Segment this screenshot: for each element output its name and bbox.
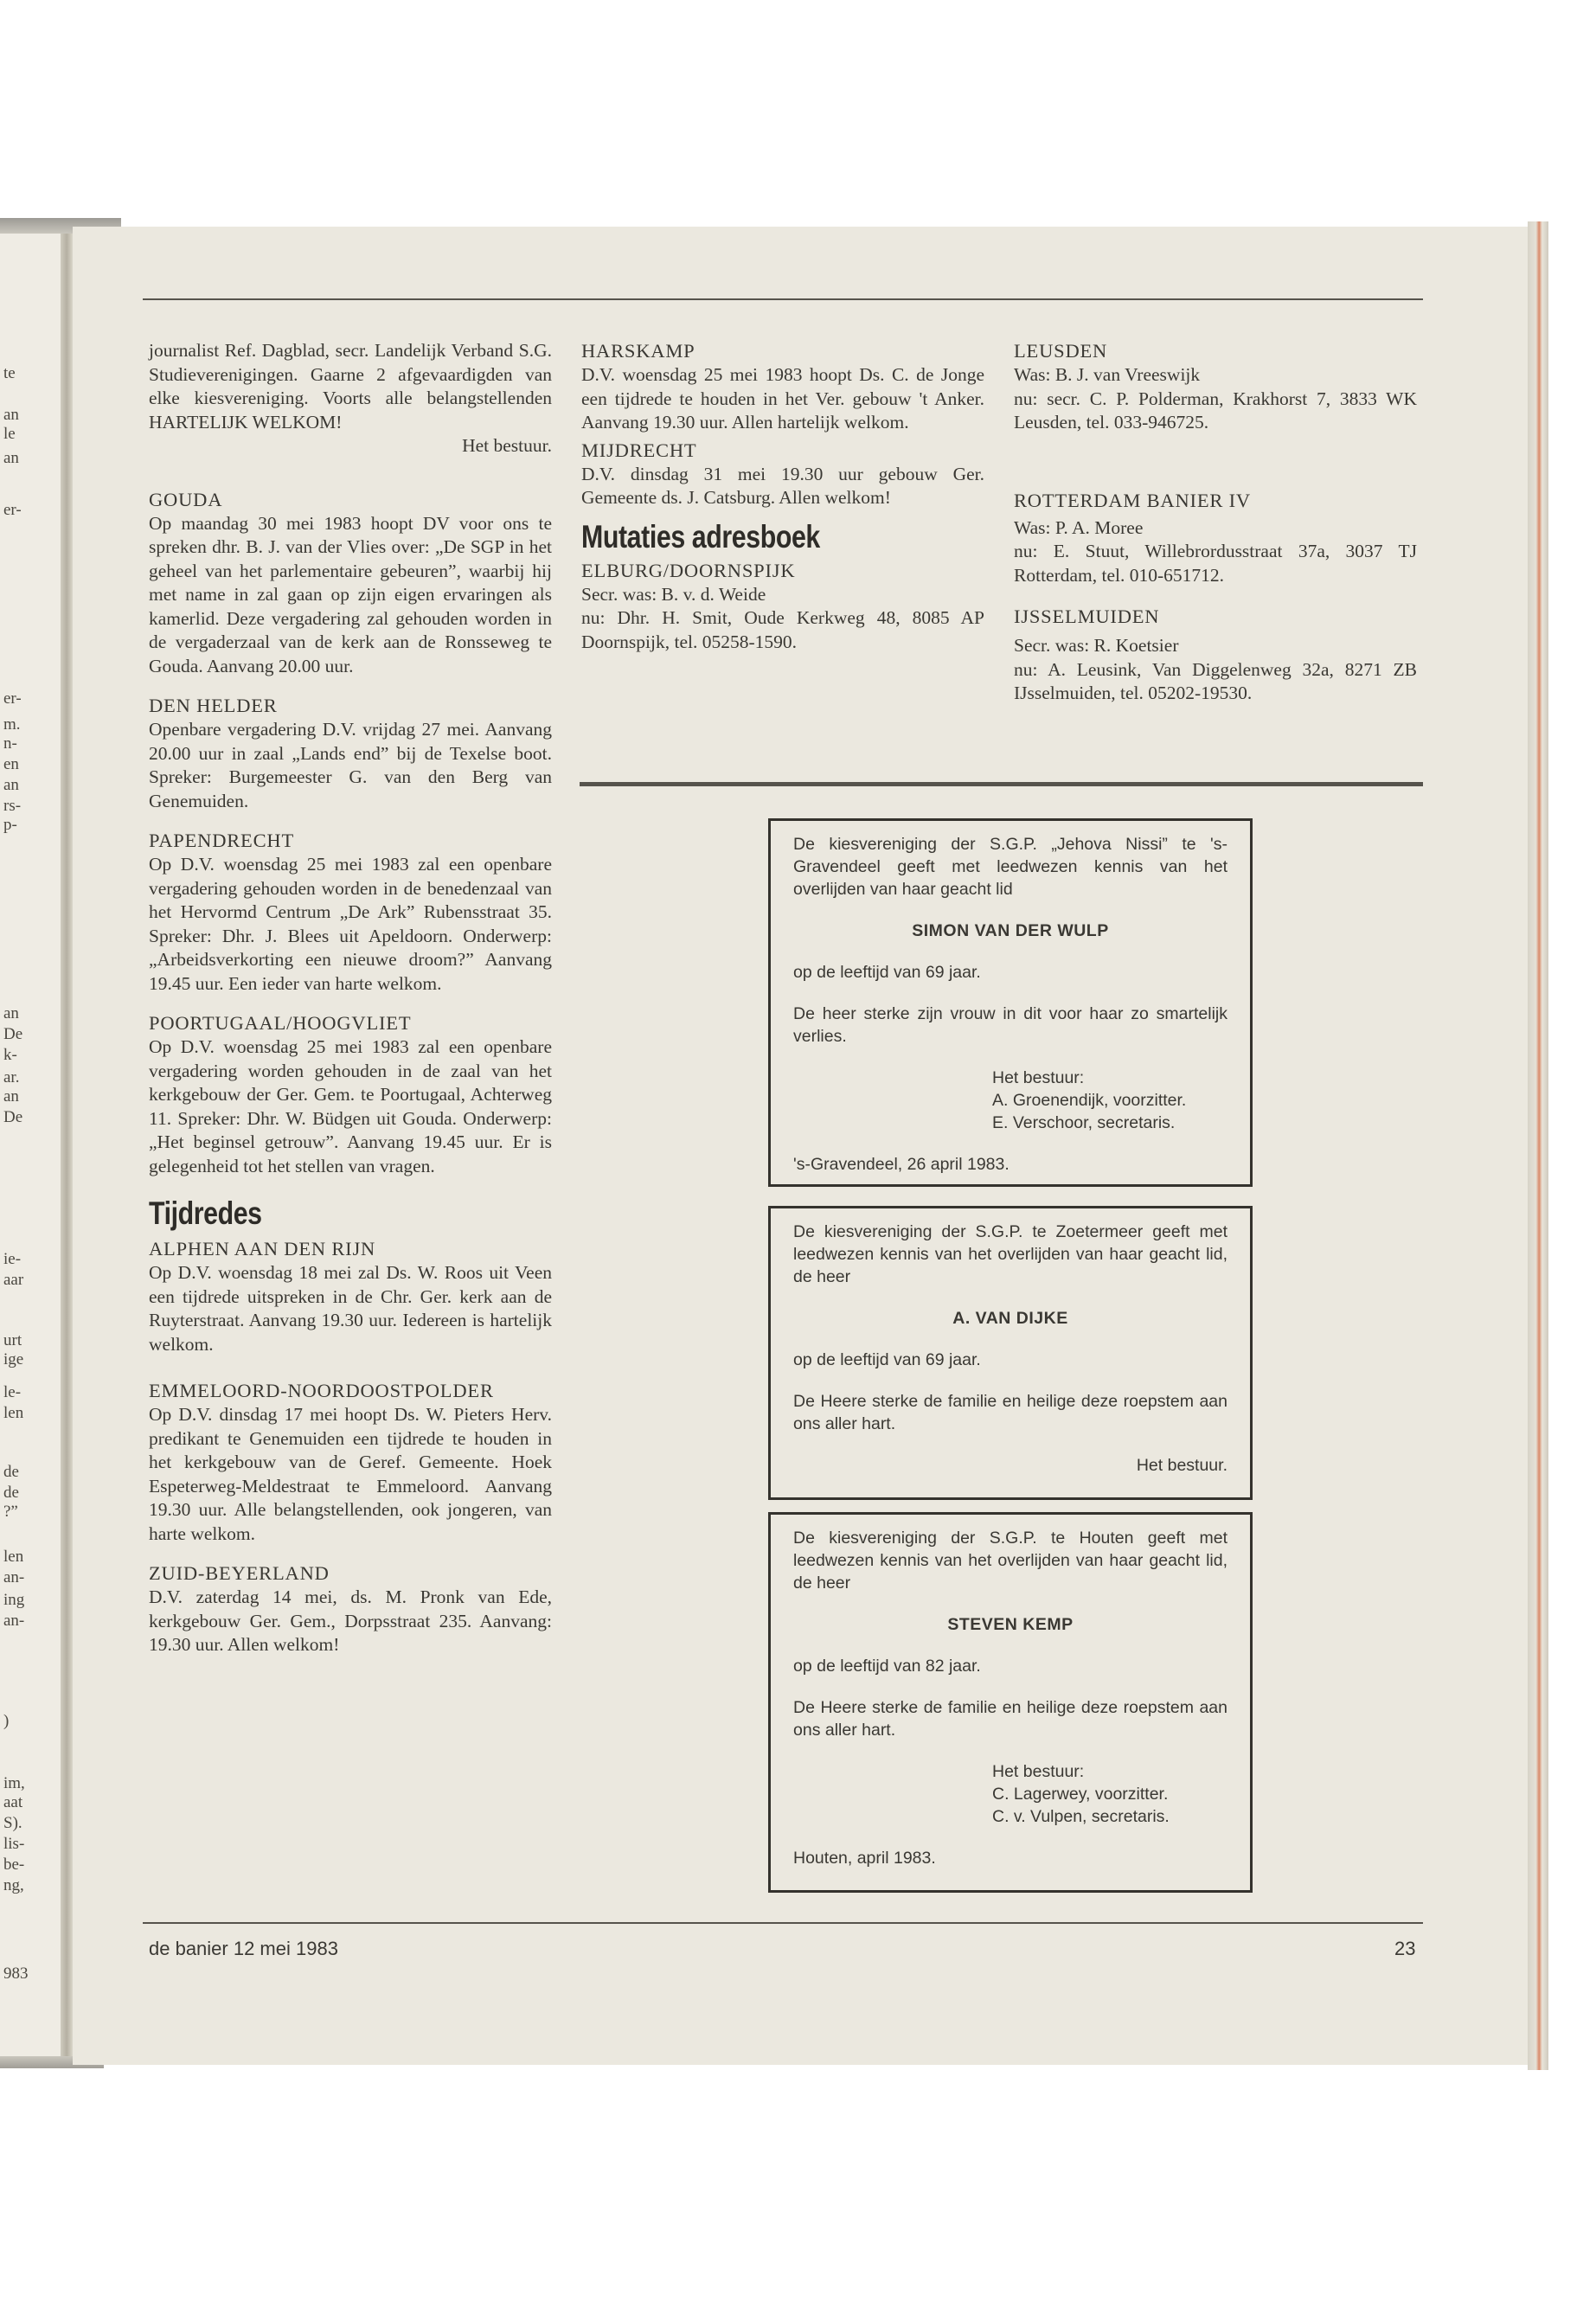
ijsselmuiden-line2: nu: A. Leusink, Van Diggelenweg 32a, 8271 ZB IJsselmuiden, tel. 05202-19530.: [1014, 658, 1417, 703]
alphen-heading: ALPHEN AAN DEN RIJN: [149, 1238, 376, 1259]
previous-page-text-fragment: ?”: [3, 1503, 18, 1521]
previous-page-text-fragment: ): [3, 1712, 10, 1730]
gouda-text: Op maandag 30 mei 1983 hoopt DV voor ons te spreken dhr. B. J. van der Vlies over: „De SGP in het geheel van het parlementaire gebeuren”, waarbij hij met name in zal gaan op zijn eigen ervaringen als kamerlid. Deze vergadering zal gehouden worden in de vergaderzaal van de kerk aan de Ronsseweg te Gouda. Aanvang 20.00 uur.: [149, 512, 552, 676]
notice-1-board: [793, 1067, 1227, 1134]
papendrecht-heading: PAPENDRECHT: [149, 830, 295, 851]
notice-1-board-line: E. Verschoor, secretaris.: [992, 1113, 1176, 1132]
den-helder-text: Openbare vergadering D.V. vrijdag 27 mei. Aanvang 20.00 uur in zaal „Lands end” bij de Texelse boot. Spreker: Burgemeester G. van den Berg van Genemuiden.: [149, 719, 552, 811]
rotterdam-heading: ROTTERDAM BANIER IV: [1014, 489, 1251, 511]
previous-page-text-fragment: de: [3, 1484, 19, 1502]
previous-page-text-fragment: ige: [3, 1350, 24, 1368]
notice-1-intro: De kiesvereniging der S.G.P. „Jehova Nissi” te 's-Gravendeel geeft met leedwezen kennis van het overlijden van haar geacht lid: [793, 835, 1227, 899]
notice-3-board: [793, 1760, 1227, 1828]
previous-page-text-fragment: lis-: [3, 1835, 25, 1853]
previous-page-text-fragment: len: [3, 1548, 24, 1566]
notice-3-place-date: Houten, april 1983.: [793, 1849, 936, 1868]
footer-publication: de banier 12 mei 1983: [149, 1938, 338, 1959]
den-helder-heading: DEN HELDER: [149, 695, 278, 716]
rotterdam-line1: Was: P. A. Moree: [1014, 516, 1144, 538]
elburg-line2: nu: Dhr. H. Smit, Oude Kerkweg 48, 8085 AP Doornspijk, tel. 05258-1590.: [581, 607, 984, 652]
bottom-rule: [143, 1922, 1423, 1924]
previous-page-text-fragment: 983: [3, 1965, 29, 1983]
notice-1-board-line: A. Groenendijk, voorzitter.: [992, 1091, 1187, 1110]
previous-page-text-fragment: en: [3, 755, 19, 773]
previous-page-text-fragment: De: [3, 1108, 23, 1126]
papendrecht-text: Op D.V. woensdag 25 mei 1983 zal een openbare vergadering gehouden worden in de benedenzaal van het Hervormd Centrum „De Ark” Rubensstraat 35. Spreker: Dhr. J. Blees uit Apeldoorn. Onderwerp: „Arbeidsverkorting een nieuwe droom?” Aanvang 19.45 uur. Een ieder van harte welkom.: [149, 854, 552, 994]
harskamp-text: D.V. woensdag 25 mei 1983 hoopt Ds. C. de Jonge een tijdrede te houden in het Ver. gebouw 't Anker. Aanvang 19.30 uur. Allen hartelijk welkom.: [581, 364, 984, 433]
previous-page-text-fragment: im,: [3, 1774, 25, 1792]
ijsselmuiden-heading: IJSSELMUIDEN: [1014, 606, 1160, 627]
elburg-heading: ELBURG/DOORNSPIJK: [581, 559, 796, 581]
notice-3-board-line: C. Lagerwey, voorzitter.: [992, 1785, 1169, 1804]
poortugaal-text: Op D.V. woensdag 25 mei 1983 zal een openbare vergadering worden gehouden in de zaal van het kerkgebouw der Ger. Gem. te Poortugaal, Achterweg 11. Spreker: Dhr. W. Büdgen uit Gouda. Onderwerp: „Het beginsel getrouw”. Aanvang 19.45 uur. Er is gelegenheid tot het stellen van vragen.: [149, 1036, 552, 1176]
notice-3-board-line: C. v. Vulpen, secretaris.: [992, 1807, 1170, 1826]
rotterdam-line2: nu: E. Stuut, Willebrordusstraat 37a, 3037 TJ Rotterdam, tel. 010-651712.: [1014, 541, 1417, 586]
gouda-heading: GOUDA: [149, 488, 223, 510]
mijdrecht-text: D.V. dinsdag 31 mei 19.30 uur gebouw Ger. Gemeente ds. J. Catsburg. Allen welkom!: [581, 463, 984, 508]
emmeloord-heading: EMMELOORD-NOORDOOSTPOLDER: [149, 1380, 494, 1401]
ijsselmuiden-line1: Secr. was: R. Koetsier: [1014, 635, 1179, 656]
notice-1-board-line: Het bestuur:: [992, 1068, 1085, 1087]
death-notice-2: [768, 1206, 1253, 1500]
zuid-beyerland-text: D.V. zaterdag 14 mei, ds. M. Pronk van Ede, kerkgebouw Ger. Gem., Dorpsstraat 235. Aanvang: 19.30 uur. Allen welkom!: [149, 1586, 552, 1655]
previous-page-text-fragment: de: [3, 1463, 19, 1481]
previous-page-text-fragment: le-: [3, 1383, 22, 1401]
elburg-line1: Secr. was: B. v. d. Weide: [581, 583, 766, 605]
previous-page-text-fragment: p-: [3, 816, 17, 834]
mijdrecht-heading: MIJDRECHT: [581, 439, 697, 461]
previous-page-text-fragment: aar: [3, 1271, 24, 1289]
previous-page-text-fragment: er-: [3, 689, 22, 708]
poortugaal-heading: POORTUGAAL/HOOGVLIET: [149, 1012, 412, 1034]
alphen-text: Op D.V. woensdag 18 mei zal Ds. W. Roos uit Veen een tijdrede uitspreken in de Chr. Ger. kerk aan de Ruyterstraat. Aanvang 19.30 uur. Iedereen is hartelijk welkom.: [149, 1262, 552, 1355]
death-notice-3: [768, 1512, 1253, 1893]
previous-page-text-fragment: te: [3, 364, 16, 382]
leusden-line2: nu: secr. C. P. Polderman, Krakhorst 7, 3833 WK Leusden, tel. 033-946725.: [1014, 388, 1417, 433]
mutaties-title: Mutaties adresboek: [581, 518, 820, 554]
top-rule: [143, 298, 1423, 300]
notice-1-place-date: 's-Gravendeel, 26 april 1983.: [793, 1155, 1010, 1174]
previous-page-text-fragment: ie-: [3, 1250, 22, 1268]
previous-page-text-fragment: ng,: [3, 1876, 24, 1894]
notice-2-board: Het bestuur.: [1136, 1456, 1227, 1475]
notice-3-board-line: Het bestuur:: [992, 1762, 1085, 1781]
column-3: [1014, 339, 1417, 706]
previous-page-text-fragment: n-: [3, 734, 17, 753]
notice-1-age: op de leeftijd van 69 jaar.: [793, 963, 981, 982]
leusden-line1: Was: B. J. van Vreeswijk: [1014, 364, 1201, 385]
previous-page-text-fragment: an: [3, 776, 19, 794]
previous-page-text-fragment: an: [3, 1087, 19, 1106]
previous-page-text-fragment: m.: [3, 715, 21, 734]
column-2: [581, 339, 984, 654]
previous-page-text-fragment: ing: [3, 1591, 25, 1609]
leusden-heading: LEUSDEN: [1014, 340, 1108, 362]
notice-3-age: op de leeftijd van 82 jaar.: [793, 1657, 981, 1676]
previous-page-text-fragment: an: [3, 406, 19, 424]
previous-page-text-fragment: De: [3, 1025, 23, 1043]
page-stack-edge: [1528, 221, 1548, 2070]
notice-3-intro: De kiesvereniging der S.G.P. te Houten geeft met leedwezen kennis van het overlijden van haar geacht lid, de heer: [793, 1529, 1227, 1593]
previous-page-text-fragment: le: [3, 425, 16, 443]
previous-page-text-fragment: ar.: [3, 1068, 20, 1086]
notice-2-age: op de leeftijd van 69 jaar.: [793, 1350, 981, 1369]
notice-2-intro: De kiesvereniging der S.G.P. te Zoetermeer geeft met leedwezen kennis van het overlijden van haar geacht lid, de heer: [793, 1222, 1227, 1286]
death-notice-1: [768, 818, 1253, 1187]
previous-page-text-fragment: aat: [3, 1793, 23, 1811]
previous-page-text-fragment: er-: [3, 501, 22, 519]
previous-page-text-fragment: len: [3, 1404, 24, 1422]
intro-text: journalist Ref. Dagblad, secr. Landelijk Verband S.G. Studieverenigingen. Gaarne 2 afgevaardigden van elke kiesvereniging. Voorts alle belangstellenden HARTELIJK WELKOM!: [149, 340, 552, 433]
notice-2-wish: De Heere sterke de familie en heilige deze roepstem aan ons aller hart.: [793, 1392, 1227, 1433]
tijdredes-title: Tijdredes: [149, 1195, 262, 1231]
intro-signature: Het bestuur.: [462, 435, 552, 456]
harskamp-heading: HARSKAMP: [581, 340, 695, 362]
previous-page-text-fragment: rs-: [3, 797, 22, 815]
previous-page-text-fragment: k-: [3, 1046, 17, 1064]
notice-2-name: A. VAN DIJKE: [952, 1309, 1068, 1328]
previous-page-text-fragment: S).: [3, 1814, 22, 1832]
previous-page-text-fragment: an-: [3, 1612, 25, 1630]
previous-page-text-fragment: an: [3, 449, 19, 467]
notice-1-name: SIMON VAN DER WULP: [912, 921, 1109, 940]
previous-page-edge: [0, 227, 67, 2065]
notices-divider: [580, 782, 1423, 786]
notice-3-name: STEVEN KEMP: [947, 1615, 1074, 1634]
notice-3-wish: De Heere sterke de familie en heilige deze roepstem aan ons aller hart.: [793, 1698, 1227, 1740]
previous-page-text-fragment: be-: [3, 1856, 25, 1874]
zuid-beyerland-heading: ZUID-BEYERLAND: [149, 1562, 330, 1584]
notice-1-wish: De heer sterke zijn vrouw in dit voor haar zo smartelijk verlies.: [793, 1004, 1227, 1046]
previous-page-text-fragment: an: [3, 1004, 19, 1022]
column-1: [149, 339, 552, 1657]
previous-page-text-fragment: an-: [3, 1568, 25, 1586]
emmeloord-text: Op D.V. dinsdag 17 mei hoopt Ds. W. Pieters Herv. predikant te Genemuiden een tijdrede te houden in het kerkgebouw van de Geref. Gemeente. Hoek Espeterweg-Meldestraat te Emmeloord. Aanvang 19.30 uur. Alle belangstellenden, ook jongeren, van harte welkom.: [149, 1404, 552, 1544]
previous-page-text-fragment: urt: [3, 1331, 22, 1349]
footer-page-number: 23: [1394, 1938, 1416, 1959]
